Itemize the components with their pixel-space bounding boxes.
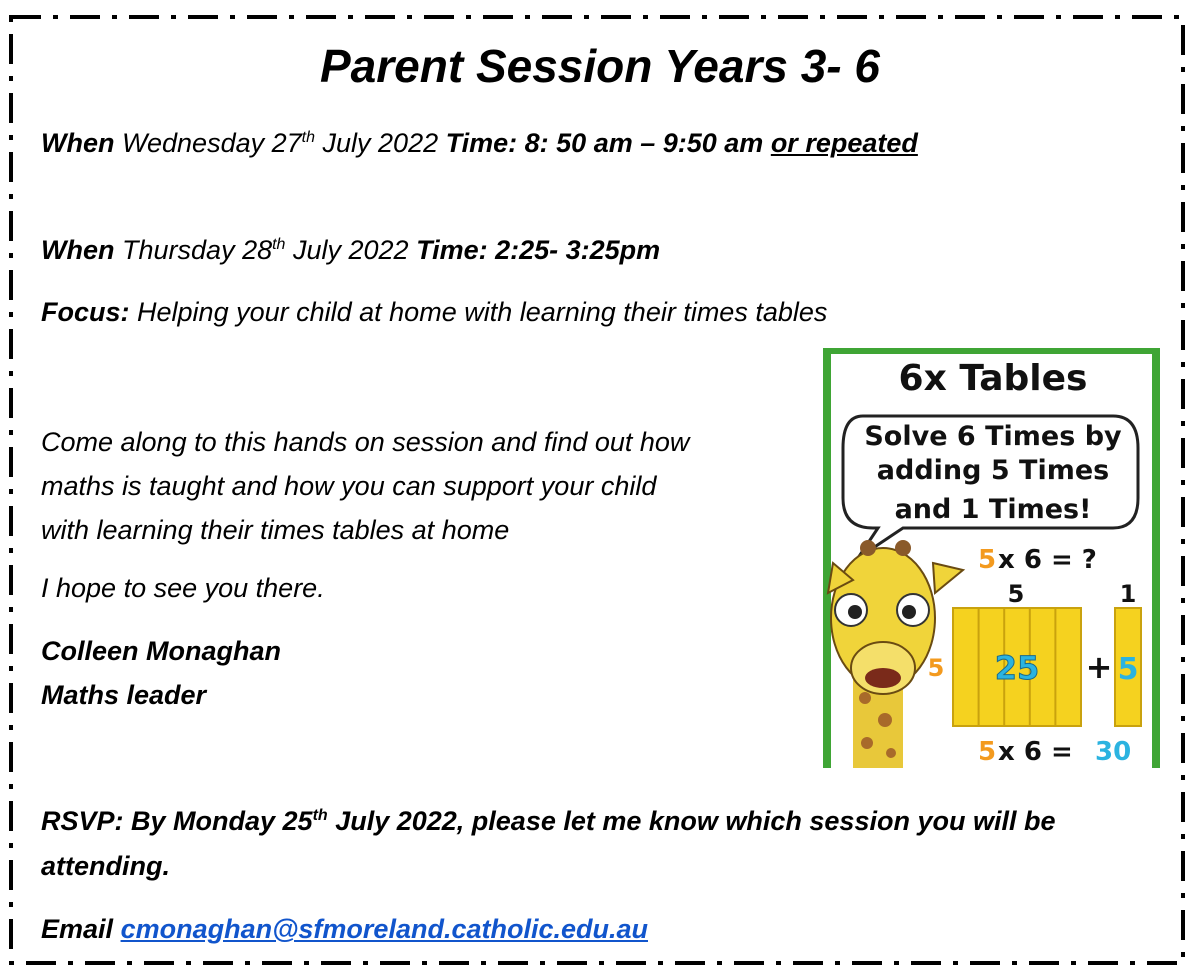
- intro-line: Come along to this hands on session and find out how: [41, 427, 690, 457]
- rsvp-line-2: attending.: [41, 851, 170, 881]
- rsvp-rest: July 2022, please let me know which session you will be: [335, 806, 1056, 836]
- answer-number: 5: [978, 737, 997, 767]
- signature-name: Colleen Monaghan: [41, 636, 282, 666]
- question-equation: x 6 = ?: [998, 545, 1097, 575]
- session-1-month-year: July 2022: [322, 128, 439, 158]
- session-2-day-suffix: th: [272, 236, 286, 253]
- answer-equation: x 6 =: [998, 737, 1073, 767]
- focus-line: [41, 295, 827, 329]
- column-label: 1: [1119, 580, 1137, 608]
- focus-text: Helping your child at home with learning their times tables: [137, 297, 828, 327]
- bubble-line: and 1 Times!: [894, 494, 1092, 525]
- hope-text: I hope to see you there.: [41, 573, 325, 603]
- email-line: [41, 912, 648, 946]
- page-title: Parent Session Years 3- 6: [320, 40, 880, 92]
- block-value: 25: [994, 649, 1040, 687]
- plus-sign: +: [1085, 648, 1113, 686]
- intro-paragraph: [41, 420, 801, 552]
- times-tables-poster: [823, 348, 1160, 768]
- session-2-day: Thursday 28: [122, 235, 273, 265]
- repeated-note: or repeated: [770, 128, 918, 158]
- single-value: 5: [1117, 652, 1139, 687]
- signature-role: Maths leader: [41, 680, 207, 710]
- poster-title: 6x Tables: [898, 358, 1088, 399]
- rsvp-prefix: RSVP: By Monday 25: [41, 806, 313, 836]
- when-label: When: [41, 235, 115, 265]
- session-1-line: [41, 126, 918, 160]
- intro-line: maths is taught and how you can support your child: [41, 471, 657, 501]
- rsvp-day-suffix: th: [312, 807, 328, 824]
- session-2-month-year: July 2022: [292, 235, 409, 265]
- session-1-day-suffix: th: [301, 129, 315, 146]
- row-label: 5: [927, 654, 945, 682]
- question-number: 5: [978, 545, 997, 575]
- when-label: When: [41, 128, 115, 158]
- rsvp-line: [41, 804, 1055, 838]
- focus-label: Focus:: [41, 297, 130, 327]
- answer-result: 30: [1095, 737, 1132, 767]
- email-link[interactable]: cmonaghan@sfmoreland.catholic.edu.au: [120, 914, 648, 944]
- column-label: 5: [1007, 580, 1025, 608]
- intro-line: with learning their times tables at home: [41, 515, 510, 545]
- session-2-time: Time: 2:25- 3:25pm: [416, 235, 661, 265]
- session-2-line: [41, 233, 660, 267]
- session-1-time: Time: 8: 50 am – 9:50 am: [445, 128, 764, 158]
- bubble-line: Solve 6 Times by: [864, 421, 1122, 452]
- bubble-line: adding 5 Times: [876, 455, 1110, 486]
- session-1-day: Wednesday 27: [122, 128, 302, 158]
- email-label: Email: [41, 914, 114, 944]
